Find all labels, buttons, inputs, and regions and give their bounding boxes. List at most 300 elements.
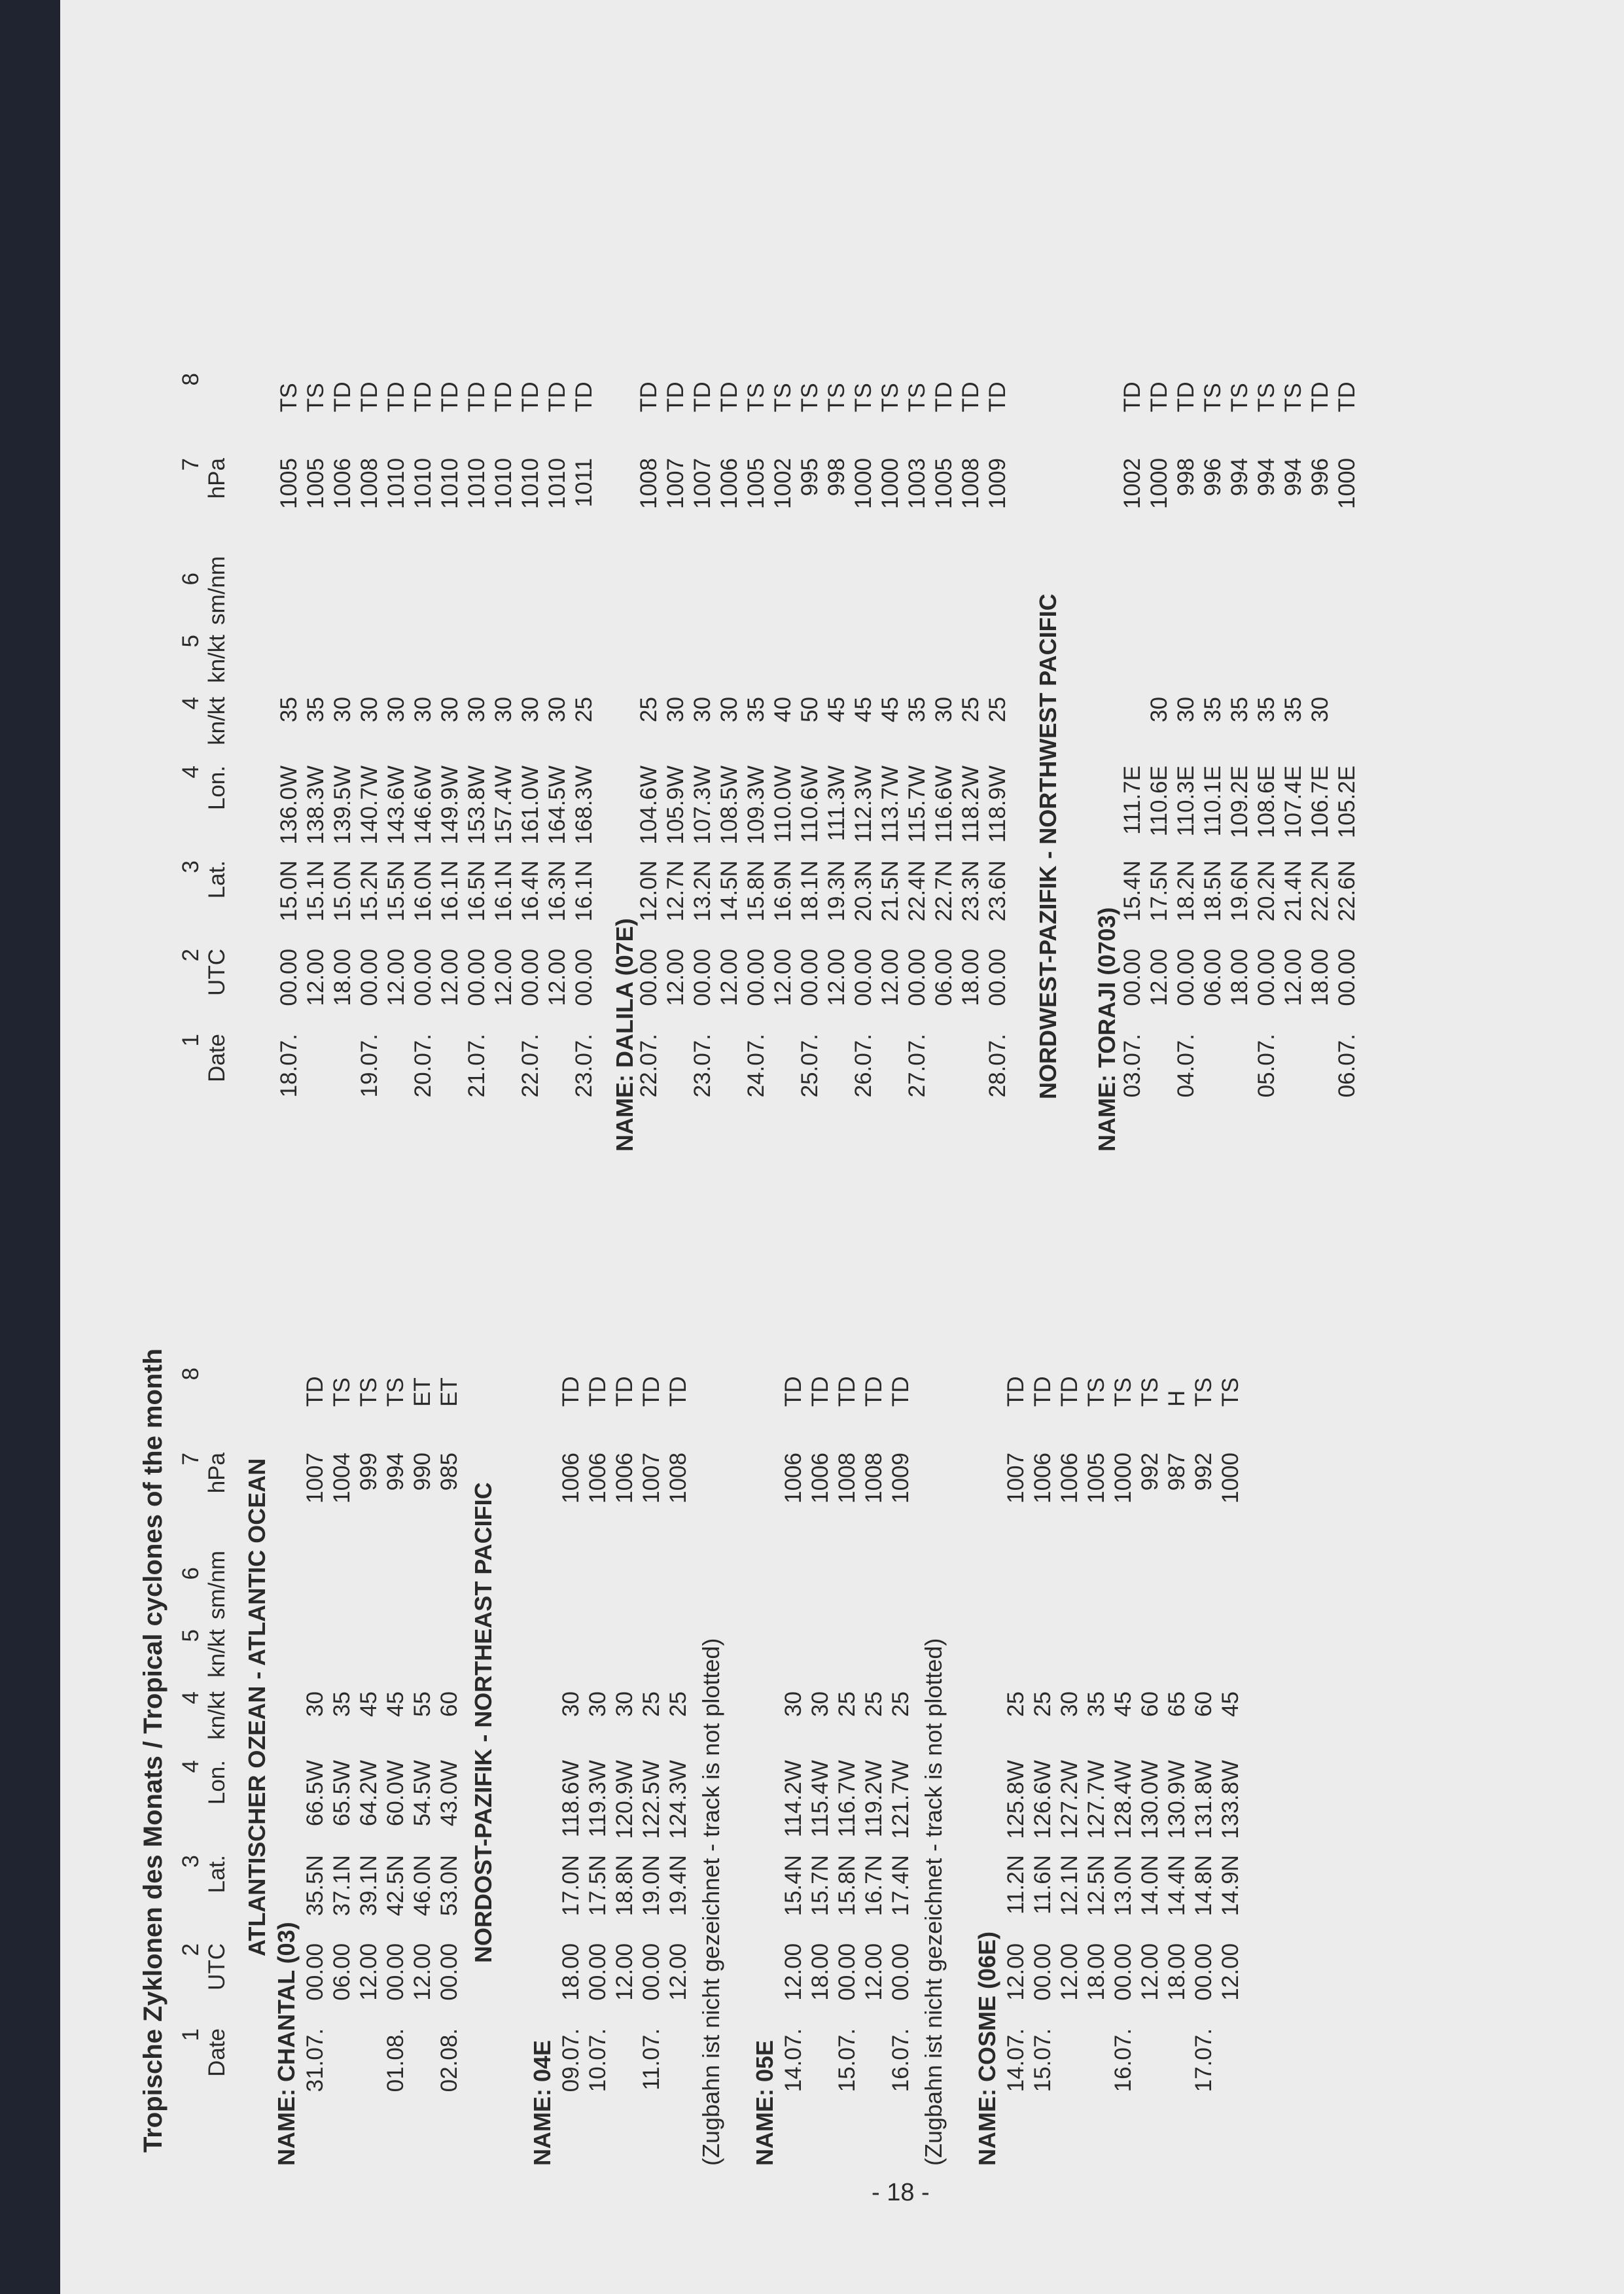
cell-k4: 45	[824, 697, 849, 722]
col-label: kn/kt	[204, 1691, 230, 1740]
cell-k4: 40	[770, 697, 796, 722]
cell-lon: 110.6W	[797, 766, 822, 843]
dalila-table-row	[797, 360, 823, 1106]
storm-name-cosme: NAME: COSME (06E)	[974, 1931, 1000, 2166]
cell-typ: TS	[904, 383, 930, 412]
cell-utc: 18.00	[1307, 949, 1333, 1006]
note-04e: (Zugbahn ist nicht gezeichnet - track is not plotted)	[697, 1638, 724, 2166]
cell-typ: TD	[302, 1376, 328, 1407]
cell-typ: TD	[1030, 1376, 1055, 1407]
col-number: 2	[178, 949, 203, 962]
cell-k4: 25	[834, 1691, 860, 1717]
cell-typ: TS	[770, 383, 796, 412]
cell-hpa: 1002	[1120, 458, 1145, 509]
col-label: Lat.	[204, 1855, 230, 1894]
toraji-table-row	[1146, 360, 1173, 1106]
cell-typ: TD	[464, 381, 489, 412]
cell-k4: 35	[743, 697, 769, 722]
cell-hpa: 1006	[558, 1453, 584, 1504]
cell-hpa: 1006	[1030, 1453, 1055, 1504]
cell-typ: TD	[544, 381, 570, 412]
cell-lon: 119.2W	[861, 1760, 887, 1838]
col-number: 2	[178, 1943, 203, 1956]
storm-name-dalila: NAME: DALILA (07E)	[611, 918, 638, 1152]
right-col-header-lon	[178, 766, 230, 857]
cell-hpa: 998	[1173, 458, 1199, 497]
cosme-cont-table-row	[383, 360, 410, 1106]
cell-hpa: 1006	[716, 458, 742, 509]
cell-date: 19.07.	[357, 1034, 382, 1098]
cell-typ: TD	[716, 381, 742, 412]
cell-lon: 130.0W	[1137, 1760, 1163, 1839]
cell-utc: 18.00	[1227, 949, 1252, 1006]
left-col-header-utc	[178, 1943, 230, 2015]
cell-k4: 30	[807, 1691, 833, 1717]
cell-utc: 12.00	[1146, 949, 1172, 1006]
cell-date: 04.07.	[1173, 1034, 1199, 1098]
cosme-cont-table-row	[464, 360, 490, 1106]
right-col-header-date	[178, 1034, 230, 1106]
cell-lat: 19.6N	[1227, 860, 1252, 922]
cell-k4: 35	[1084, 1691, 1109, 1717]
s05e-table-row	[888, 1354, 914, 2100]
cell-typ: TS	[1137, 1377, 1163, 1407]
cell-date: 16.07.	[1110, 2028, 1136, 2092]
cell-date: 28.07.	[985, 1034, 1010, 1098]
cell-typ: TS	[276, 383, 302, 412]
cell-lat: 16.1N	[571, 860, 597, 922]
cell-lon: 66.5W	[302, 1760, 328, 1827]
cell-k4: 30	[1307, 697, 1333, 722]
col-number: 8	[178, 373, 203, 386]
chantal-table-row	[436, 1354, 463, 2100]
storm-name-04e: NAME: 04E	[529, 2039, 556, 2166]
cell-k4: 35	[1280, 697, 1306, 722]
dalila-table-row	[663, 360, 689, 1106]
cell-k4: 25	[639, 1691, 664, 1717]
cell-lat: 17.5N	[585, 1855, 610, 1916]
cell-lon: 164.5W	[544, 766, 570, 845]
cell-hpa: 995	[797, 458, 822, 497]
cell-lon: 127.7W	[1084, 1760, 1109, 1839]
cell-hpa: 1007	[639, 1453, 664, 1504]
cell-date: 18.07.	[276, 1034, 302, 1098]
cell-typ: TD	[1334, 381, 1360, 412]
cell-typ: TD	[491, 381, 516, 412]
cell-lon: 110.3E	[1173, 766, 1199, 837]
cell-k4: 25	[861, 1691, 887, 1717]
toraji-table-row	[1200, 360, 1226, 1106]
cell-lon: 109.3W	[743, 766, 769, 845]
cell-lon: 107.4E	[1280, 766, 1306, 838]
col-number: 3	[178, 860, 203, 873]
cell-date: 06.07.	[1334, 1034, 1360, 1098]
page	[60, 0, 1624, 2294]
cell-hpa: 1011	[571, 458, 597, 508]
cell-lat: 15.4N	[781, 1855, 806, 1916]
dalila-table-row	[636, 360, 662, 1106]
cell-hpa: 1010	[437, 458, 463, 509]
cell-lon: 104.6W	[636, 766, 662, 845]
cell-lon: 43.0W	[436, 1760, 462, 1827]
col-label: Lat.	[204, 860, 230, 899]
dalila-table-row	[851, 360, 877, 1106]
cell-typ: TD	[690, 381, 715, 412]
cell-lon: 54.5W	[410, 1760, 435, 1827]
cell-typ: TD	[357, 381, 382, 412]
cell-date: 16.07.	[888, 2028, 913, 2092]
cell-utc: 12.00	[437, 949, 463, 1006]
cell-lon: 127.2W	[1057, 1760, 1082, 1839]
col-number: 6	[178, 573, 203, 586]
cell-lon: 118.9W	[985, 766, 1010, 843]
cell-hpa: 1007	[1003, 1453, 1029, 1504]
cell-typ: TD	[985, 381, 1010, 412]
cell-hpa: 1008	[861, 1453, 887, 1504]
cell-hpa: 1005	[276, 458, 302, 509]
s05e-table-row	[834, 1354, 860, 2100]
cell-typ: TS	[1254, 383, 1279, 412]
cell-k4: 45	[383, 1691, 408, 1717]
cell-utc: 12.00	[861, 1943, 887, 2001]
dalila-table-row	[690, 360, 716, 1106]
cell-date: 09.07.	[558, 2028, 584, 2092]
col-label: Lon.	[204, 766, 230, 811]
s04e-table-row	[665, 1354, 692, 2100]
cosme-table-row	[1164, 1354, 1190, 2100]
cell-lat: 16.9N	[770, 860, 796, 922]
cell-typ: TD	[1146, 381, 1172, 412]
cell-date: 15.07.	[1030, 2028, 1055, 2092]
chantal-table-row	[410, 1354, 436, 2100]
cell-k4: 30	[357, 697, 382, 722]
cell-hpa: 1010	[383, 458, 409, 509]
cell-utc: 00.00	[1030, 1943, 1055, 2001]
cell-k4: 30	[716, 697, 742, 722]
cell-lat: 18.5N	[1200, 860, 1226, 922]
cell-date: 03.07.	[1120, 1034, 1145, 1098]
cell-lat: 15.2N	[357, 860, 382, 922]
cell-lon: 122.5W	[639, 1760, 664, 1839]
cell-hpa: 1010	[518, 458, 543, 509]
col-number: 7	[178, 458, 203, 471]
cell-hpa: 1005	[303, 458, 328, 509]
cell-date: 11.07.	[639, 2028, 664, 2091]
cell-utc: 00.00	[639, 1943, 664, 2001]
cell-hpa: 994	[1227, 458, 1252, 497]
cell-typ: TS	[797, 383, 822, 412]
cell-k4: 45	[356, 1691, 381, 1717]
cell-lat: 18.8N	[612, 1855, 637, 1916]
cell-typ: TD	[834, 1376, 860, 1407]
cosme-cont-table-row	[544, 360, 571, 1106]
cell-lat: 22.6N	[1334, 860, 1360, 922]
cell-date: 10.07.	[585, 2028, 610, 2092]
cell-date: 31.07.	[302, 2028, 328, 2092]
cell-k4: 35	[1254, 697, 1279, 722]
cell-lat: 21.5N	[877, 860, 903, 922]
col-number: 5	[178, 635, 203, 648]
cell-hpa: 1002	[770, 458, 796, 509]
cell-k4: 30	[437, 697, 463, 722]
cell-lat: 15.8N	[743, 860, 769, 922]
cell-lon: 157.4W	[491, 766, 516, 845]
cell-hpa: 990	[410, 1453, 435, 1491]
toraji-table-row	[1334, 360, 1360, 1106]
cell-utc: 12.00	[544, 949, 570, 1006]
cell-hpa: 1006	[612, 1453, 637, 1504]
cell-utc: 00.00	[636, 949, 662, 1006]
toraji-table-row	[1307, 360, 1333, 1106]
cell-date: 23.07.	[690, 1034, 715, 1098]
cell-lon: 112.3W	[851, 766, 876, 843]
cell-lat: 15.4N	[1120, 860, 1145, 922]
cell-typ: TD	[437, 381, 463, 412]
cosme-cont-table-row	[437, 360, 463, 1106]
right-col-header-k4	[178, 697, 230, 749]
cell-lat: 19.3N	[824, 860, 849, 922]
cell-utc: 00.00	[851, 949, 876, 1006]
toraji-table-row	[1254, 360, 1280, 1106]
cell-hpa: 1000	[1218, 1453, 1243, 1504]
dalila-table-row	[716, 360, 743, 1106]
col-label: UTC	[204, 1943, 230, 1990]
cell-k4: 30	[612, 1691, 637, 1717]
cell-hpa: 987	[1164, 1453, 1190, 1491]
cell-typ: ET	[436, 1377, 462, 1407]
cell-hpa: 1007	[663, 458, 688, 509]
cell-lat: 16.0N	[410, 860, 436, 922]
cell-typ: TS	[356, 1377, 381, 1407]
cosme-table-row	[1003, 1354, 1029, 2100]
cell-typ: TD	[410, 381, 436, 412]
cell-hpa: 1010	[544, 458, 570, 509]
cell-hpa: 1009	[985, 458, 1010, 509]
cell-hpa: 1004	[329, 1453, 355, 1504]
dalila-table-row	[931, 360, 957, 1106]
right-col-header-typ	[178, 373, 204, 412]
cell-lat: 21.4N	[1280, 860, 1306, 922]
cell-date: 01.08.	[383, 2028, 408, 2092]
cell-hpa: 1009	[888, 1453, 913, 1504]
cell-lon: 119.3W	[585, 1760, 610, 1838]
cell-utc: 12.00	[491, 949, 516, 1006]
cell-utc: 12.00	[383, 949, 409, 1006]
cell-lat: 23.6N	[985, 860, 1010, 922]
cell-lon: 130.9W	[1164, 1760, 1190, 1839]
cell-typ: TS	[877, 383, 903, 412]
cell-lat: 16.3N	[544, 860, 570, 922]
cosme-cont-table-row	[330, 360, 356, 1106]
cell-utc: 00.00	[518, 949, 543, 1006]
cell-hpa: 1010	[464, 458, 489, 509]
cell-hpa: 1000	[1110, 1453, 1136, 1504]
col-number: 4	[178, 766, 203, 779]
storm-name-toraji: NAME: TORAJI (0703)	[1093, 907, 1120, 1152]
cell-utc: 12.00	[1280, 949, 1306, 1006]
cell-typ: TS	[1218, 1377, 1243, 1407]
dalila-table-row	[985, 360, 1011, 1106]
cell-utc: 00.00	[690, 949, 715, 1006]
cell-lat: 11.2N	[1003, 1855, 1029, 1915]
cell-lon: 115.7W	[904, 766, 930, 843]
col-number: 3	[178, 1855, 203, 1868]
cell-lat: 42.5N	[383, 1855, 408, 1916]
col-number: 4	[178, 1691, 203, 1704]
cell-utc: 12.00	[356, 1943, 381, 2001]
cell-utc: 00.00	[743, 949, 769, 1006]
storm-name-chantal: NAME: CHANTAL (03)	[273, 1922, 300, 2166]
cell-lon: 105.9W	[663, 766, 688, 845]
cell-hpa: 994	[383, 1453, 408, 1491]
cell-k4: 30	[302, 1691, 328, 1717]
cell-k4: 25	[985, 697, 1010, 722]
cell-lat: 12.5N	[1084, 1855, 1109, 1916]
cell-typ: TD	[807, 1376, 833, 1407]
right-col-header-lat	[178, 860, 230, 939]
cell-utc: 06.00	[329, 1943, 355, 2001]
cell-hpa: 1006	[1057, 1453, 1082, 1504]
cosme-cont-table-row	[518, 360, 544, 1106]
cell-lat: 15.0N	[330, 860, 355, 922]
cell-hpa: 1007	[690, 458, 715, 509]
right-col-header-k5	[178, 635, 230, 687]
cell-hpa: 1008	[357, 458, 382, 509]
dalila-table-row	[770, 360, 796, 1106]
cell-typ: TD	[612, 1376, 637, 1407]
col-label: kn/kt	[204, 635, 230, 683]
cell-k4: 30	[931, 697, 957, 722]
cell-lon: 136.0W	[276, 766, 302, 845]
cell-utc: 18.00	[1164, 1943, 1190, 2001]
cell-typ: TD	[571, 381, 597, 412]
cell-utc: 12.00	[612, 1943, 637, 2001]
cell-lon: 161.0W	[518, 766, 543, 845]
cell-k4: 35	[904, 697, 930, 722]
cosme-cont-table-row	[571, 360, 597, 1106]
cell-k4: 25	[571, 697, 597, 722]
cell-date: 05.07.	[1254, 1034, 1279, 1098]
cell-date: 22.07.	[636, 1034, 662, 1098]
cell-hpa: 996	[1307, 458, 1333, 497]
cell-date: 14.07.	[1003, 2028, 1029, 2092]
cell-lon: 139.5W	[330, 766, 355, 845]
cosme-cont-table-row	[410, 360, 436, 1106]
cell-k4: 25	[636, 697, 662, 722]
cell-lon: 111.3W	[824, 766, 849, 841]
toraji-table-row	[1280, 360, 1307, 1106]
cell-hpa: 996	[1200, 458, 1226, 497]
cell-utc: 00.00	[904, 949, 930, 1006]
cell-hpa: 994	[1280, 458, 1306, 497]
section-northeast-pacific: NORDOST-PAZIFIK - NORTHEAST PACIFIC	[470, 1482, 497, 1963]
cell-lon: 116.6W	[931, 766, 957, 843]
cell-lon: 143.6W	[383, 766, 409, 845]
cosme-cont-table-row	[276, 360, 302, 1106]
cell-typ: H	[1164, 1390, 1190, 1407]
cell-lat: 14.8N	[1191, 1855, 1216, 1916]
cell-typ: TS	[824, 383, 849, 412]
cell-lat: 15.7N	[807, 1855, 833, 1916]
cell-hpa: 1006	[585, 1453, 610, 1504]
cell-lon: 108.6E	[1254, 766, 1279, 838]
cell-k4: 30	[585, 1691, 610, 1717]
cell-typ: TD	[518, 381, 543, 412]
cell-hpa: 1010	[491, 458, 516, 509]
cell-k4: 30	[1057, 1691, 1082, 1717]
col-label: Date	[204, 2028, 230, 2077]
cell-utc: 00.00	[1254, 949, 1279, 1006]
cell-lon: 118.2W	[958, 766, 983, 843]
cell-utc: 12.00	[1137, 1943, 1163, 2001]
cell-k4: 50	[797, 697, 822, 722]
cell-hpa: 1003	[904, 458, 930, 509]
cell-typ: TS	[1227, 383, 1252, 412]
chantal-table-row	[329, 1354, 355, 2100]
cell-utc: 06.00	[931, 949, 957, 1006]
cell-hpa: 1006	[781, 1453, 806, 1504]
s04e-table-row	[585, 1354, 611, 2100]
col-number: 6	[178, 1567, 203, 1580]
cell-lat: 19.4N	[665, 1855, 691, 1916]
cell-lat: 19.0N	[639, 1855, 664, 1916]
cell-typ: TD	[639, 1376, 664, 1407]
cell-lon: 153.8W	[464, 766, 489, 845]
dalila-table-row	[824, 360, 850, 1106]
cell-hpa: 1008	[834, 1453, 860, 1504]
cosme-cont-table-row	[357, 360, 383, 1106]
cell-k4: 45	[1218, 1691, 1243, 1717]
cell-date: 23.07.	[571, 1034, 597, 1098]
cell-utc: 00.00	[383, 1943, 408, 2001]
cell-date: 26.07.	[851, 1034, 876, 1098]
cell-typ: TD	[665, 1376, 691, 1407]
page-number: - 18 -	[872, 2179, 930, 2206]
cell-typ: TD	[781, 1376, 806, 1407]
cell-lon: 114.2W	[781, 1760, 806, 1838]
cell-utc: 00.00	[797, 949, 822, 1006]
cell-k4: 30	[330, 697, 355, 722]
cell-typ: TD	[958, 381, 983, 412]
page-title: Tropische Zyklonen des Monats / Tropical cyclones of the month	[139, 1348, 168, 2153]
cell-typ: TS	[1280, 383, 1306, 412]
cell-lat: 17.0N	[558, 1855, 584, 1916]
right-col-header-k6	[178, 556, 230, 625]
left-col-header-k6	[178, 1551, 230, 1619]
cell-typ: TD	[861, 1376, 887, 1407]
cell-lon: 109.2E	[1227, 766, 1252, 838]
cell-hpa: 992	[1137, 1453, 1163, 1491]
cell-typ: TS	[303, 383, 328, 412]
cell-lat: 12.7N	[663, 860, 688, 922]
left-col-header-lon	[178, 1760, 230, 1852]
cell-lon: 133.8W	[1218, 1760, 1243, 1839]
cell-date: 20.07.	[410, 1034, 436, 1098]
cell-date: 25.07.	[797, 1034, 822, 1098]
cell-utc: 18.00	[807, 1943, 833, 2001]
cell-k4: 30	[544, 697, 570, 722]
cell-lon: 64.2W	[356, 1760, 381, 1827]
cell-lat: 14.0N	[1137, 1855, 1163, 1916]
cell-lat: 46.0N	[410, 1855, 435, 1916]
cell-typ: TS	[1110, 1377, 1136, 1407]
cell-lat: 11.6N	[1030, 1855, 1055, 1915]
cosme-table-row	[1084, 1354, 1110, 2100]
cell-utc: 00.00	[1191, 1943, 1216, 2001]
cell-utc: 12.00	[1003, 1943, 1029, 2001]
cell-lat: 16.1N	[491, 860, 516, 922]
rotated-content	[139, 65, 1513, 2179]
